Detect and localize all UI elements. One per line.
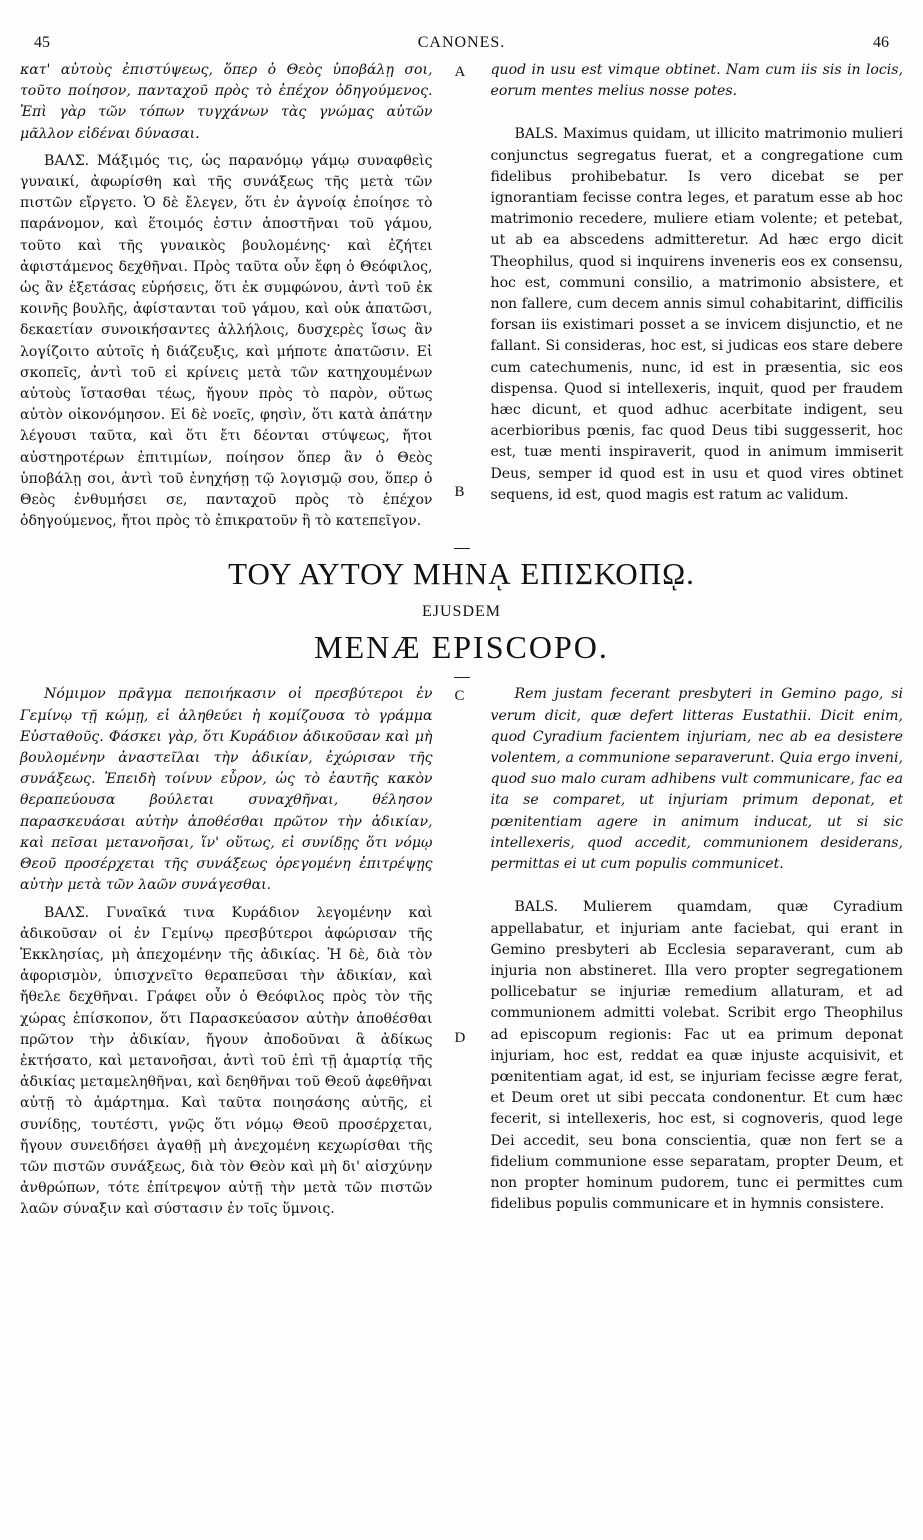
latin-column-2	[491, 684, 904, 1226]
section-1	[20, 60, 903, 538]
latin-letter-title: MENÆ EPISCOPO.	[314, 629, 609, 666]
divider	[454, 677, 470, 678]
greek-column-2	[20, 684, 433, 1226]
section-2	[20, 684, 903, 1226]
left-page-number: 45	[34, 34, 50, 51]
margin-marker-b: B	[454, 484, 465, 500]
greek-canon-text-1: κατ' αὐτοὺς ἐπιστύψεως, ὅπερ ὁ Θεὸς ὑποβάλῃ σοι, τοῦτο ποίησον, πανταχοῦ πρὸς τὸ ἐπέχον ὁδηγούμενος. Ἐπὶ γὰρ τῶν τόπων τυγχάνων τὰς γνώμας αὐτῶν μᾶλλον εἰδέναι δύνασαι.	[20, 62, 433, 142]
letter-heading	[20, 548, 903, 678]
running-head	[20, 34, 903, 60]
greek-letter-title: ΤΟΥ ΑΥΤΟΥ ΜΗΝᾼ ΕΠΙΣΚΟΠῼ.	[228, 556, 695, 592]
running-title: CANONES.	[417, 34, 506, 51]
latin-canon-text-1: quod in usu est vimque obtinet. Nam cum iis sis in locis, eorum mentes melius nosse potes.	[490, 62, 903, 100]
divider	[454, 548, 470, 549]
latin-commentary-1: BALS. Maximus quidam, ut illicito matrimonio mulieri conjunctus segregatus fuerat, et a congregatione cum fidelibus prohibebatur. Is vero dicebat se per ignorantiam fecisse contra leges, et paratum esse ab hoc matrimonio recedere, muliere etiam volente; et petebat, ut ab ea abscedens admitteretur. Ad hæc ergo dicit Theophilus, quod si inquirens inveneris eos ex consensu, hoc est, communi consilio, a matrimonio absistere, et non fallere, cum decem annis simul cohabitarint, difficilis forsan iis existimari posset a se invicem disjunctio, et ne fallant. Si consideras, hoc est, si judicas eos stare debere cum catechumenis, nunc, id est in præsentia, sic eos dispensa. Quod si intellexeris, inquit, quod per fraudem hæc dicunt, et quod adhuc acerbitate indigent, seu acerbioribus pœnis, fac quod Deus tibi suggesserit, hoc est, tuæ menti inspiraverit, quod in animum immiserit Deus, semper id quod est in usu et quod vires obtinet sequens, id est, quod magis est ratum ac validum.	[490, 126, 903, 503]
greek-commentary-1: ΒΑΛΣ. Μάξιμός τις, ὡς παρανόμῳ γάμῳ συναφθεὶς γυναικί, ἀφωρίσθη καὶ τῆς συνάξεως τῆς μετὰ τῶν πιστῶν εἴργετο. Ὁ δὲ ἔλεγεν, ὅτι ἐν ἀγνοίᾳ ἐποίησε τὸ παράνομον, καὶ ἕτοιμός ἐστιν ἀποστῆναι τοῦ γάμου, τοῦτο καὶ τῆς γυναικὸς βουλομένης· καὶ ἐζήτει ἀφιστάμενος δεχθῆναι. Πρὸς ταῦτα οὖν ἔφη ὁ Θεόφιλος, ὡς ἂν ἐξετάσας εὑρήσεις, ὅτι ἐκ συμφώνου, ἀντὶ τοῦ ἐκ κοινῆς βουλῆς, ἀφίστανται τοῦ γάμου, καὶ οὐκ ἀπατῶσι, δεκαετίαν συνοικήσαντες ἀλλήλοις, δυσχερὲς ἴσως ἂν λογίζοιτο αὐτοῖς ἡ διάζευξις, καὶ μήποτε ἀπατῶσιν. Εἰ σκοπεῖς, ἀντὶ τοῦ εἰ κρίνεις μετὰ τῶν κατηχουμένων αὐτοὺς ἵστασθαι τέως, ἤγουν πρὸς τὸ παρὸν, οὕτως αὐτὸν οἰκονόμησον. Εἰ δὲ νοεῖς, φησὶν, ὅτι κατὰ ἀπάτην λέγουσι ταῦτα, καὶ ὅτι ἔτι δέονται στύψεως, ἤτοι αὐστηροτέρων ἐπιτιμίων, ποίησον ὅπερ ἂν ὁ Θεὸς ὑποβάλῃ σοι, ἀντὶ τοῦ ἐνηχήσῃ τῷ λογισμῷ σου, ὅπερ ὁ Θεὸς ἐνθυμήσει σε, πανταχοῦ πρὸς τὸ ἐπέχον ὁδηγούμενος, ἤτοι πρὸς τὸ ἐπικρατοῦν ἢ τὸ κατεπεῖγον.	[20, 152, 433, 530]
latin-letter-subtitle: EJUSDEM	[421, 603, 501, 621]
latin-commentary-2: BALS. Mulierem quamdam, quæ Cyradium appellabatur, et injuriam ante faciebat, qui erant in Gemino presbyteri ab Ecclesia separaverant, cum ab injuria non abstineret. Illa vero propter segregationem pollicebatur se injuriæ remedium allaturam, et ad communionem admitti volebat. Scribit ergo Theophilus ad episcopum regionis: Fac ut ea primum deponat injuriam, hoc est, reddat ea quæ injuste acquisivit, et pœnitentiam agat, id est, se injuriam fecisse ægre ferat, et Deum oret ut sibi peccata condonentur. Et cum hæc fecerit, si intellexeris, hoc est, si cognoveris, quod lege Dei accedit, seu bona conscientia, quæ non fert se a fidelium communione esse separatam, propter Deum, et non propter hominum pudorem, tunc ei permittes cum fidelibus populis communicare et in hymnis consistere.	[490, 899, 903, 1213]
right-page-number: 46	[873, 34, 889, 51]
margin-markers-1	[453, 60, 471, 538]
greek-canon-text-2: Νόμιμον πρᾶγμα πεποιήκασιν οἱ πρεσβύτεροι ἐν Γεμίνῳ τῇ κώμῃ, εἰ ἀληθεύει ἡ κομίζουσα τὸ γράμμα Εὐσταθοῦς. Φάσκει γὰρ, ὅτι Κυράδιον ἀδικοῦσαν καὶ μὴ βουλομένην ἀναστεῖλαι τὴν ἀδικίαν, ἐχώρισαν τῆς συνάξεως. Ἐπειδὴ τοίνυν εὗρον, ὡς τὸ ἑαυτῆς κακὸν θεραπεύουσα βούλεται συναχθῆναι, θέλησον παρασκευάσαι αὐτὴν ἀποθέσθαι πρῶτον τὴν ἀδικίαν, καὶ πεῖσαι μετανοῆσαι, ἵν' οὕτως, εἰ συνίδῃς ὅτι νόμῳ Θεοῦ προσέρχεται τῆς συνάξεως ὀρεγομένη ἐπιτρέψῃς αὐτὴν μετὰ τῶν λαῶν συνάγεσθαι.	[20, 686, 433, 894]
margin-marker-c: C	[454, 688, 465, 705]
greek-commentary-2: ΒΑΛΣ. Γυναῖκά τινα Κυράδιον λεγομένην καὶ ἀδικοῦσαν οἱ ἐν Γεμίνῳ πρεσβύτεροι ἀφώρισαν τῆς Ἐκκλησίας, μὴ ἀπεχομένην τῆς ἀδικίας. Ἡ δὲ, διὰ τὸν ἀφορισμὸν, ὑπισχνεῖτο θεραπεῦσαι τὴν ἀδικίαν, καὶ ἤθελε δεχθῆναι. Γράφει οὖν ὁ Θεόφιλος πρὸς τὸν τῆς χώρας ἐπίσκοπον, ὅτι Παρασκεύασον αὐτὴν ἀποθέσθαι πρῶτον τὴν ἀδικίαν, ἤγουν ἀποδοῦναι ἃ ἀδίκως ἐκτήσατο, καὶ μετανοῆσαι, ἀντὶ τοῦ ἐπὶ τῇ ἁμαρτίᾳ τῆς ἀδικίας μεταμεληθῆναι, καὶ δεηθῆναι τοῦ Θεοῦ ἀφεθῆναι αὐτῇ τὸ ἁμάρτημα. Καὶ ταῦτα ποιησάσης αὐτῆς, εἰ συνίδῃς, τουτέστι, γνῷς ὅτι νόμῳ Θεοῦ προσέρχεται, ἤγουν συνειδήσει ἀγαθῇ μὴ ἀνεχομένη κεχωρίσθαι τῆς τῶν πιστῶν συνάξεως, διὰ τὸν Θεὸν καὶ μὴ δι' αἰσχύνην ἀνθρώπων, τότε ἐπίτρεψον αὐτῇ τὴν μετὰ τῶν πιστῶν λαῶν σύναξιν καὶ σύστασιν ἐν τοῖς ὕμνοις.	[20, 904, 433, 1218]
margin-markers-2	[453, 684, 471, 1226]
greek-column-1	[20, 60, 433, 538]
latin-canon-text-2: Rem justam fecerant presbyteri in Gemino pago, si verum dicit, quæ defert litteras Eustathii. Dicit enim, quod Cyradium facientem injuriam, nec ab ea desistere volentem, a communione separaverunt. Quia ergo inveni, quod suo malo curam adhibens vult communicare, fac ea ita se comparet, ut injuriam primum deponat, et pœnitentiam agere in animum inducat, ut si sic intellexeris, quod accedit, communionem desiderans, permittas ei ut cum populis communicet.	[490, 686, 903, 873]
margin-marker-a: A	[454, 64, 466, 80]
latin-column-1	[491, 60, 904, 538]
margin-marker-d: D	[454, 1030, 466, 1047]
